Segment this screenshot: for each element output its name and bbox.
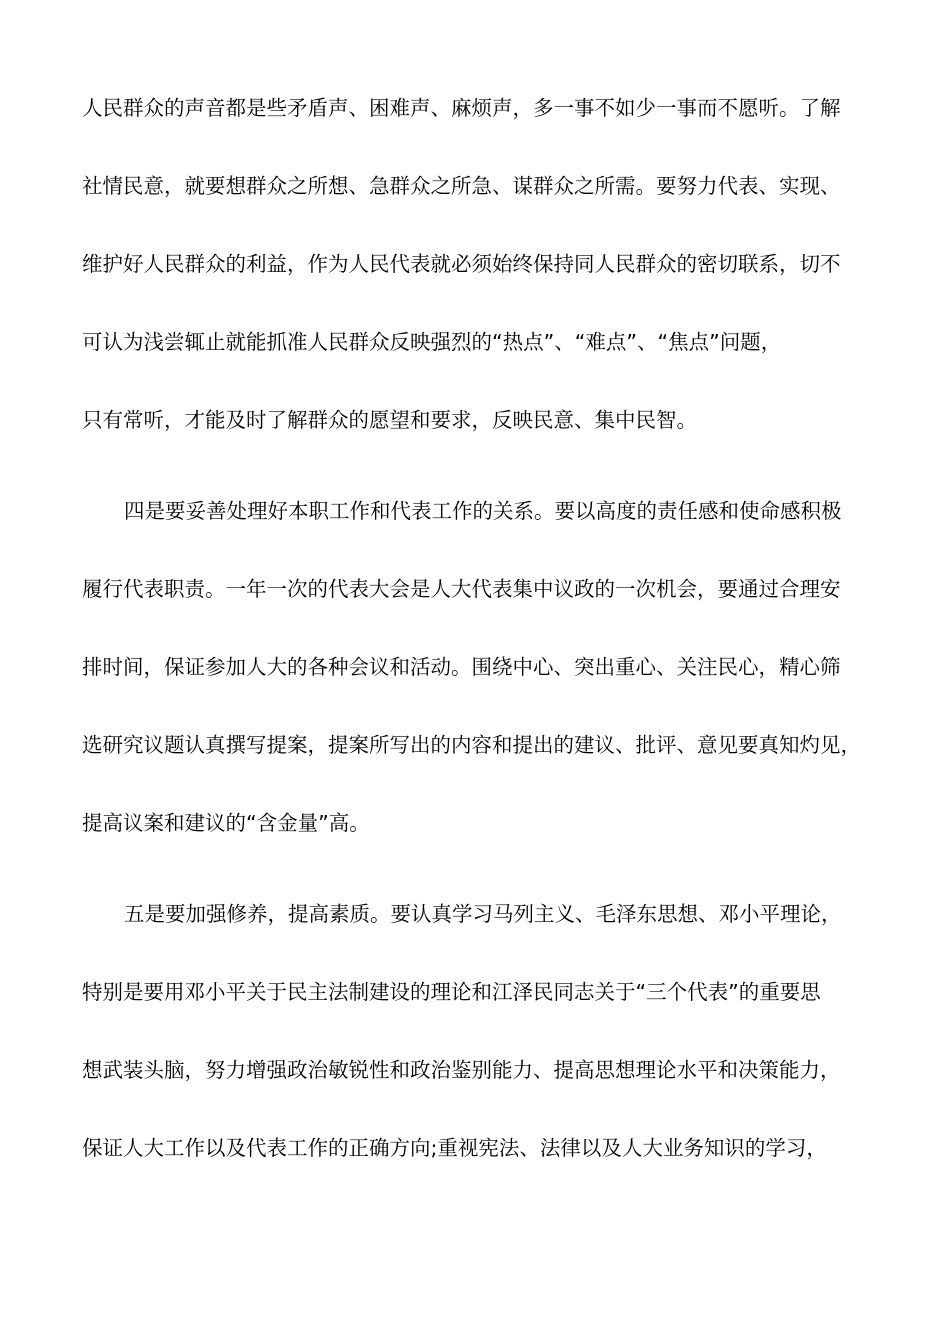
text-line-7: 履行代表职责。一年一次的代表大会是人大代表集中议政的一次机会，要通过合理安: [82, 577, 841, 601]
text-line-12: 特别是要用邓小平关于民主法制建设的理论和江泽民同志关于“三个代表”的重要思: [82, 980, 821, 1004]
text-line-13: 想武装头脑，努力增强政治敏锐性和政治鉴别能力、提高思想理论水平和决策能力，: [82, 1058, 841, 1082]
paragraph-five-first-line: 五是要加强修养，提高素质。要认真学习马列主义、毛泽东思想、邓小平理论，: [124, 902, 842, 926]
text-line-10: 提高议案和建议的“含金量”高。: [82, 811, 370, 835]
text-line-5: 只有常听，才能及时了解群众的愿望和要求，反映民意、集中民智。: [82, 408, 697, 432]
text-line-4: 可认为浅尝辄止就能抓准人民群众反映强烈的“热点”、“难点”、“焦点”问题，: [82, 330, 782, 354]
paragraph-four-first-line: 四是要妥善处理好本职工作和代表工作的关系。要以高度的责任感和使命感积极: [124, 499, 842, 523]
text-line-2: 社情民意，就要想群众之所想、急群众之所急、谋群众之所需。要努力代表、实现、: [82, 174, 841, 198]
text-line-1: 人民群众的声音都是些矛盾声、困难声、麻烦声，多一事不如少一事而不愿听。了解: [82, 96, 841, 120]
text-line-14: 保证人大工作以及代表工作的正确方向;重视宪法、法律以及人大业务知识的学习，: [82, 1136, 827, 1160]
text-line-3: 维护好人民群众的利益，作为人民代表就必须始终保持同人民群众的密切联系，切不: [82, 252, 841, 276]
text-line-9: 选研究议题认真撰写提案，提案所写出的内容和提出的建议、批评、意见要真知灼见，: [82, 733, 861, 757]
text-line-8: 排时间，保证参加人大的各种会议和活动。围绕中心、突出重心、关注民心，精心筛: [82, 655, 841, 679]
